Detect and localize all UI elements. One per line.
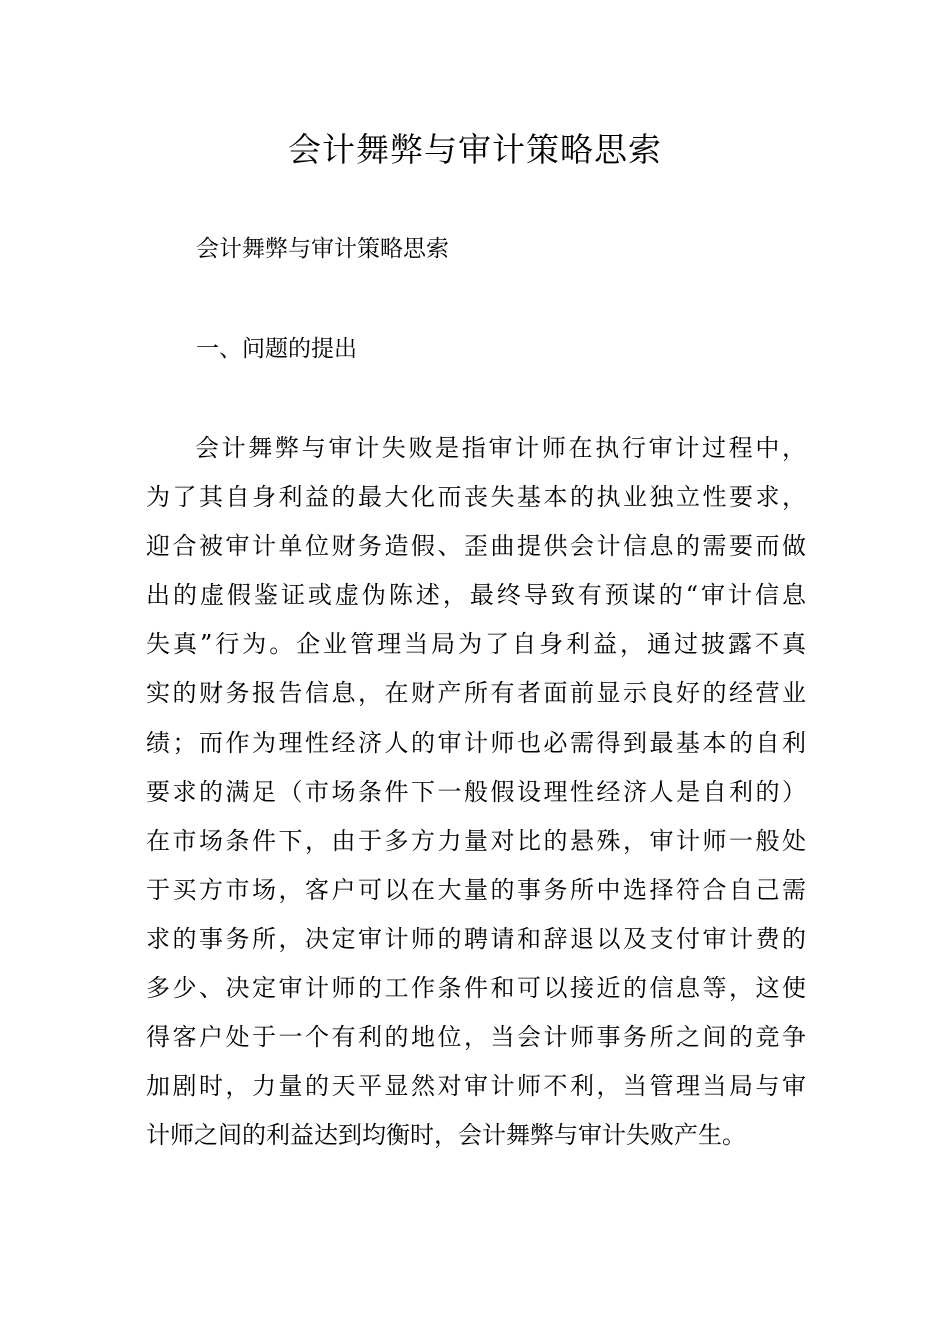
paragraph-line: 得客户处于一个有利的地位，当会计师事务所之间的竞争 [146,1023,806,1052]
paragraph-line: 出的虚假鉴证或虚伪陈述，最终导致有预谋的“审计信息 [146,581,806,610]
paragraph-line: 加剧时，力量的天平显然对审计师不利，当管理当局与审 [146,1072,806,1101]
paragraph-line: 绩；而作为理性经济人的审计师也必需得到最基本的自利 [146,728,806,757]
paragraph-line: 于买方市场，客户可以在大量的事务所中选择符合自己需 [146,875,806,904]
paragraph-line: 计师之间的利益达到均衡时，会计舞弊与审计失败产生。 [146,1121,746,1150]
document-subtitle: 会计舞弊与审计策略思索 [196,236,449,262]
paragraph-line: 会计舞弊与审计失败是指审计师在执行审计过程中， [195,434,806,462]
paragraph-line: 失真”行为。企业管理当局为了自身利益，通过披露不真 [146,630,806,659]
paragraph-line: 迎合被审计单位财务造假、歪曲提供会计信息的需要而做 [146,532,806,561]
document-title: 会计舞弊与审计策略思索 [288,130,662,169]
paragraph-line: 实的财务报告信息，在财产所有者面前显示良好的经营业 [146,679,806,708]
paragraph-line: 为了其自身利益的最大化而丧失基本的执业独立性要求， [146,483,806,512]
paragraph-line: 求的事务所，决定审计师的聘请和辞退以及支付审计费的 [146,924,806,953]
section-heading: 一、问题的提出 [196,336,357,362]
body-paragraph [146,428,806,1164]
paragraph-line: 要求的满足（市场条件下一般假设理性经济人是自利的） [146,777,806,806]
paragraph-line: 多少、决定审计师的工作条件和可以接近的信息等，这使 [146,974,806,1003]
paragraph-line: 在市场条件下，由于多方力量对比的悬殊，审计师一般处 [146,826,806,855]
